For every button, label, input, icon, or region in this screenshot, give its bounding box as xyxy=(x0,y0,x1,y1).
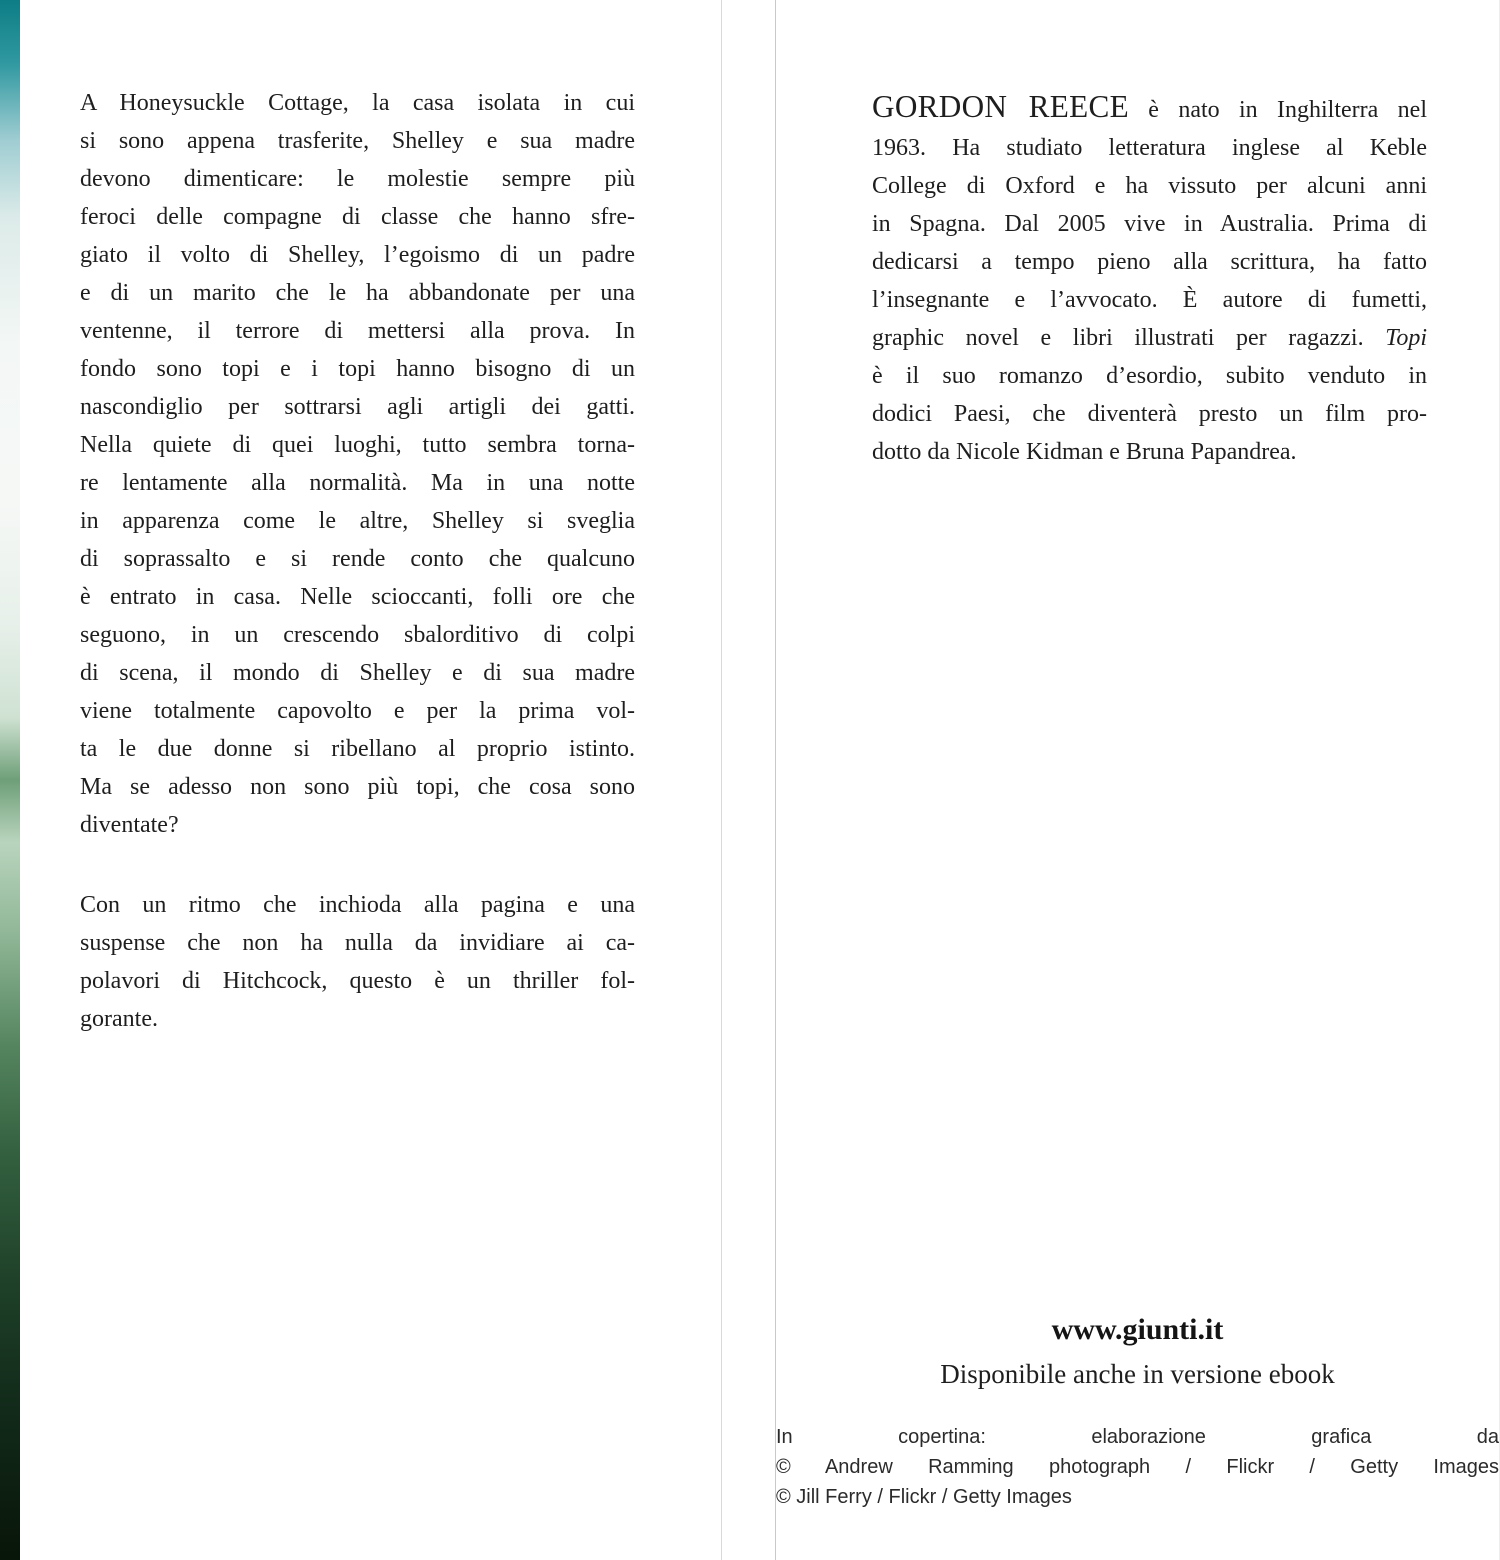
left-flap-text xyxy=(80,84,635,1038)
text-line: nascondiglio per sottrarsi agli artigli dei gatti. xyxy=(80,394,635,420)
text-line: 1963. Ha studiato letteratura inglese al Keble xyxy=(872,135,1427,161)
text-line: Ma se adesso non sono più topi, che cosa sono xyxy=(80,774,635,800)
text-line: © Jill Ferry / Flickr / Getty Images xyxy=(776,1486,1072,1508)
text-line: gorante. xyxy=(80,1006,158,1032)
text-line: feroci delle compagne di classe che hanno sfre- xyxy=(80,204,635,230)
styled-text-caps: GORDON REECE xyxy=(872,89,1129,124)
text-span: graphic novel e libri illustrati per ragazzi. xyxy=(872,325,1386,351)
text-line: devono dimenticare: le molestie sempre più xyxy=(80,166,635,192)
text-line: di scena, il mondo di Shelley e di sua madre xyxy=(80,660,635,686)
text-span: è nato in Inghilterra nel xyxy=(1128,97,1427,123)
text-line: seguono, in un crescendo sbalorditivo di colpi xyxy=(80,622,635,648)
text-line: dotto da Nicole Kidman e Bruna Papandrea. xyxy=(872,439,1297,465)
text-line: A Honeysuckle Cottage, la casa isolata in cui xyxy=(80,90,635,116)
text-line: College di Oxford e ha vissuto per alcuni anni xyxy=(872,173,1427,199)
text-line: © Andrew Ramming photograph / Flickr / Getty Images xyxy=(776,1456,1499,1478)
synopsis-paragraph xyxy=(80,84,635,844)
text-line xyxy=(872,319,1427,357)
text-line: e di un marito che le ha abbandonate per una xyxy=(80,280,635,306)
text-line: è entrato in casa. Nelle scioccanti, folli ore che xyxy=(80,584,635,610)
publisher-website: www.giunti.it xyxy=(1051,1313,1224,1346)
text-line: Nella quiete di quei luoghi, tutto sembra torna- xyxy=(80,432,635,458)
text-line: giato il volto di Shelley, l’egoismo di un padre xyxy=(80,242,635,268)
flap-gap xyxy=(722,0,775,1560)
flap-footer xyxy=(776,1312,1499,1512)
text-line: ta le due donne si ribellano al proprio istinto. xyxy=(80,736,635,762)
text-line: dodici Paesi, che diventerà presto un film pro- xyxy=(872,401,1427,427)
text-line: l’insegnante e l’avvocato. È autore di fumetti, xyxy=(872,287,1427,313)
ebook-availability-note: Disponibile anche in versione ebook xyxy=(940,1359,1335,1389)
text-line: viene totalmente capovolto e per la prima vol- xyxy=(80,698,635,724)
text-line: di soprassalto e si rende conto che qualcuno xyxy=(80,546,635,572)
text-line: suspense che non ha nulla da invidiare ai ca- xyxy=(80,930,635,956)
text-line: dedicarsi a tempo pieno alla scrittura, ha fatto xyxy=(872,249,1427,275)
cover-edge-strip xyxy=(0,0,20,1560)
right-flap-text xyxy=(872,88,1427,471)
text-line: si sono appena trasferite, Shelley e sua madre xyxy=(80,128,635,154)
author-bio-paragraph xyxy=(872,88,1427,471)
text-line: ventenne, il terrore di mettersi alla prova. In xyxy=(80,318,635,344)
text-line: diventate? xyxy=(80,812,179,838)
cover-credits xyxy=(776,1422,1499,1512)
text-line: polavori di Hitchcock, questo è un thriller fol- xyxy=(80,968,635,994)
styled-text-italic: Topi xyxy=(1385,325,1427,351)
text-line: re lentamente alla normalità. Ma in una notte xyxy=(80,470,635,496)
text-line: In copertina: elaborazione grafica da xyxy=(776,1426,1499,1448)
review-paragraph xyxy=(80,886,635,1038)
right-flap xyxy=(775,0,1500,1560)
text-line: Con un ritmo che inchioda alla pagina e una xyxy=(80,892,635,918)
text-line: fondo sono topi e i topi hanno bisogno di un xyxy=(80,356,635,382)
left-flap xyxy=(0,0,722,1560)
text-line xyxy=(872,88,1427,129)
text-line: in apparenza come le altre, Shelley si sveglia xyxy=(80,508,635,534)
text-line: in Spagna. Dal 2005 vive in Australia. Prima di xyxy=(872,211,1427,237)
text-line: è il suo romanzo d’esordio, subito venduto in xyxy=(872,363,1427,389)
